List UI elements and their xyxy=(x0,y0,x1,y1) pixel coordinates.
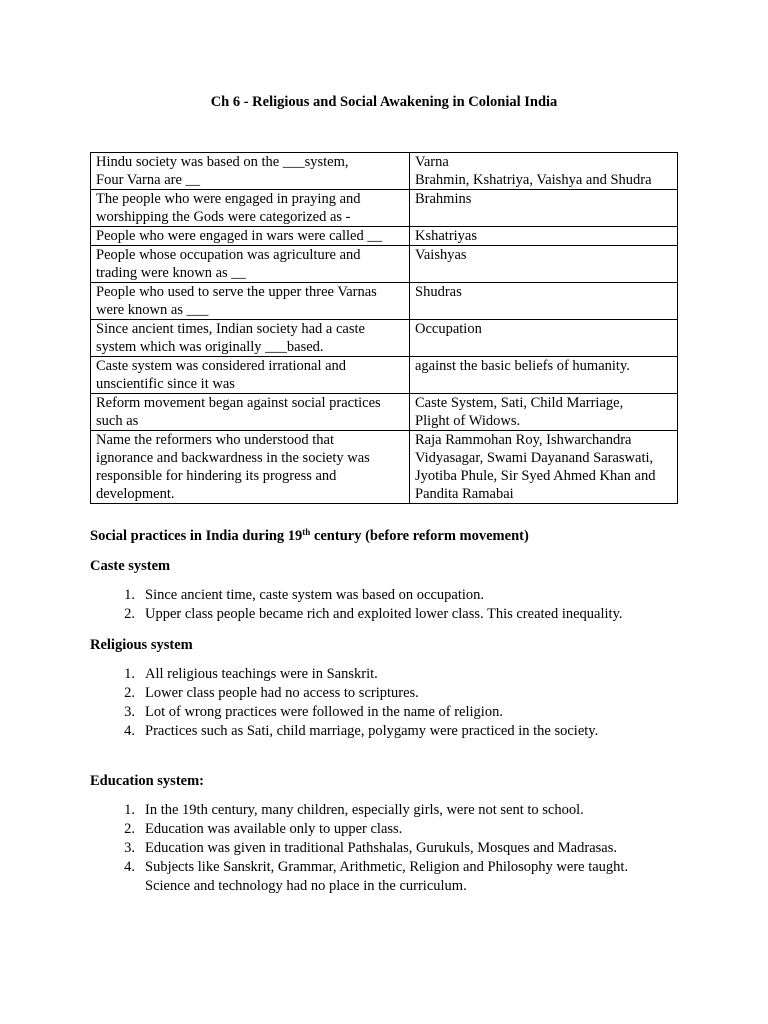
question-cell: Reform movement began against social practices such as xyxy=(91,394,410,431)
religious-system-heading: Religious system xyxy=(90,637,193,653)
religious-system-list xyxy=(90,665,690,741)
superscript: th xyxy=(302,527,311,537)
list-item: 2. Upper class people became rich and exploited lower class. This created inequality. xyxy=(124,606,623,622)
list-item: 2. Lower class people had no access to scriptures. xyxy=(124,685,419,701)
answer-cell: Caste System, Sati, Child Marriage, Plight of Widows. xyxy=(410,394,678,431)
list-item: 3. Education was given in traditional Pathshalas, Gurukuls, Mosques and Madrasas. xyxy=(124,840,617,856)
caste-system-heading: Caste system xyxy=(90,558,171,574)
list-item: 2. Education was available only to upper class. xyxy=(124,821,403,837)
list-item: 1. All religious teachings were in Sanskrit. xyxy=(124,666,378,682)
heading-text: century (before reform movement) xyxy=(310,528,529,544)
table-row xyxy=(91,227,678,246)
page-title: Ch 6 - Religious and Social Awakening in Colonial India xyxy=(210,94,558,110)
table-row xyxy=(91,320,678,357)
question-cell: The people who were engaged in praying and worshipping the Gods were categorized as - xyxy=(91,190,410,227)
education-system-list xyxy=(90,801,690,896)
heading-text: Social practices in India during 19 xyxy=(90,528,303,544)
answer-cell: Shudras xyxy=(410,283,678,320)
list-item: 1. In the 19th century, many children, especially girls, were not sent to school. xyxy=(124,802,584,818)
caste-system-list xyxy=(90,586,690,624)
answer-cell: Occupation xyxy=(410,320,678,357)
table-row xyxy=(91,153,678,190)
table-row xyxy=(91,394,678,431)
question-cell: People who were engaged in wars were called __ xyxy=(91,227,410,246)
table-row xyxy=(91,246,678,283)
list-item: 1. Since ancient time, caste system was based on occupation. xyxy=(124,587,485,603)
question-cell: People who used to serve the upper three Varnas were known as ___ xyxy=(91,283,410,320)
table-row xyxy=(91,431,678,504)
question-cell: Hindu society was based on the ___system, Four Varna are __ xyxy=(91,153,410,190)
answer-cell: against the basic beliefs of humanity. xyxy=(410,357,678,394)
answer-cell: Vaishyas xyxy=(410,246,678,283)
question-cell: Since ancient times, Indian society had a caste system which was originally ___based. xyxy=(91,320,410,357)
answer-cell: Kshatriyas xyxy=(410,227,678,246)
table-row xyxy=(91,357,678,394)
table-row xyxy=(91,190,678,227)
table-row xyxy=(91,283,678,320)
list-item: 4. Practices such as Sati, child marriage, polygamy were practiced in the society. xyxy=(124,723,599,739)
list-item: 4. Subjects like Sanskrit, Grammar, Arithmetic, Religion and Philosophy were taught. Science and technology had no place in the curriculum. xyxy=(124,859,629,894)
question-cell: Name the reformers who understood that ignorance and backwardness in the society was responsible for hindering its progress and development. xyxy=(91,431,410,504)
list-item: 3. Lot of wrong practices were followed in the name of religion. xyxy=(124,704,503,720)
education-system-heading: Education system: xyxy=(90,773,204,789)
answer-cell: Raja Rammohan Roy, Ishwarchandra Vidyasagar, Swami Dayanand Saraswati, Jyotiba Phule, Sir Syed Ahmed Khan and Pandita Ramabai xyxy=(410,431,678,504)
social-practices-heading xyxy=(90,527,529,545)
question-cell: People whose occupation was agriculture and trading were known as __ xyxy=(91,246,410,283)
answer-cell: Brahmins xyxy=(410,190,678,227)
answer-cell: Varna Brahmin, Kshatriya, Vaishya and Shudra xyxy=(410,153,678,190)
question-answer-table xyxy=(90,152,678,504)
question-cell: Caste system was considered irrational and unscientific since it was xyxy=(91,357,410,394)
